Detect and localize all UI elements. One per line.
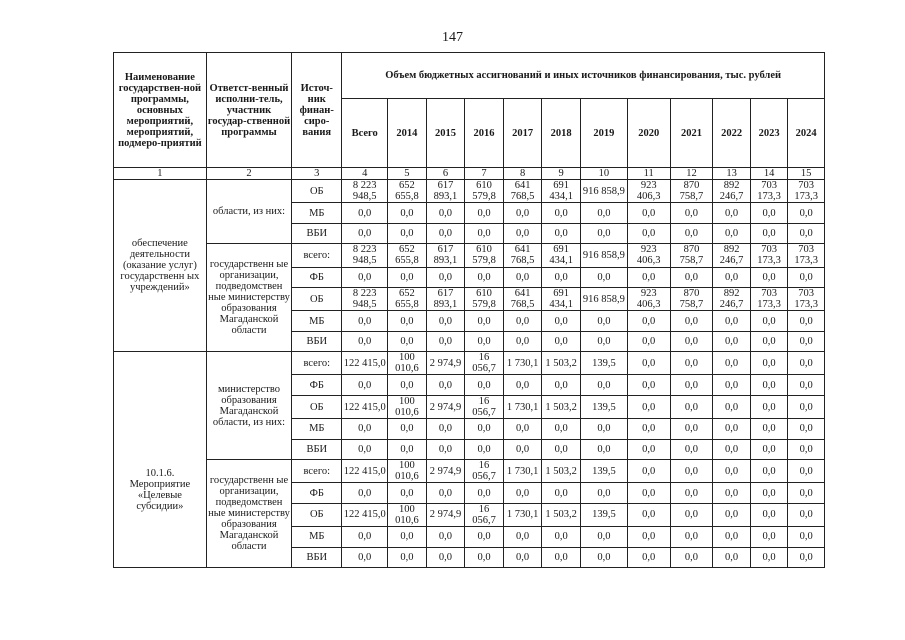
year-value-cell: 0,0 (426, 439, 465, 459)
year-value-cell: 2 974,9 (426, 395, 465, 418)
column-number: 12 (670, 168, 713, 180)
year-value-cell: 0,0 (426, 203, 465, 223)
column-number: 15 (788, 168, 825, 180)
year-value-cell: 0,0 (788, 311, 825, 331)
year-value-cell: 641 768,5 (503, 287, 542, 310)
year-value-cell: 2 974,9 (426, 503, 465, 526)
year-value-cell: 0,0 (788, 439, 825, 459)
year-value-cell: 0,0 (627, 547, 670, 567)
year-value-cell: 691 434,1 (542, 180, 581, 203)
funding-source-cell: МБ (292, 527, 342, 547)
year-value-cell: 100 010,6 (388, 503, 427, 526)
year-value-cell: 0,0 (713, 419, 751, 439)
total-cell: 0,0 (342, 223, 388, 243)
year-value-cell: 0,0 (580, 267, 627, 287)
total-cell: 122 415,0 (342, 459, 388, 482)
table-row (114, 352, 825, 375)
funding-source-cell: ОБ (292, 503, 342, 526)
year-value-cell: 1 503,2 (542, 352, 581, 375)
year-value-cell: 0,0 (750, 395, 788, 418)
year-value-cell: 0,0 (503, 203, 542, 223)
year-value-cell: 0,0 (388, 439, 427, 459)
year-value-cell: 691 434,1 (542, 287, 581, 310)
year-value-cell: 641 768,5 (503, 180, 542, 203)
total-cell: 8 223 948,5 (342, 180, 388, 203)
year-value-cell: 0,0 (542, 419, 581, 439)
year-value-cell: 0,0 (627, 223, 670, 243)
year-value-cell: 0,0 (713, 223, 751, 243)
funding-source-cell: МБ (292, 203, 342, 223)
year-value-cell: 0,0 (503, 311, 542, 331)
year-value-cell: 0,0 (580, 483, 627, 503)
total-cell: 122 415,0 (342, 503, 388, 526)
year-value-cell: 0,0 (580, 419, 627, 439)
year-value-cell: 0,0 (465, 439, 504, 459)
year-value-cell: 0,0 (670, 459, 713, 482)
year-value-cell: 923 406,3 (627, 180, 670, 203)
funding-source-cell: МБ (292, 311, 342, 331)
year-value-cell: 0,0 (503, 223, 542, 243)
year-value-cell: 0,0 (627, 503, 670, 526)
year-value-cell: 0,0 (580, 527, 627, 547)
year-value-cell: 0,0 (542, 311, 581, 331)
total-cell: 0,0 (342, 203, 388, 223)
year-value-cell: 0,0 (713, 375, 751, 395)
column-number: 6 (426, 168, 465, 180)
year-value-cell: 0,0 (542, 375, 581, 395)
year-value-cell: 1 730,1 (503, 352, 542, 375)
year-value-cell: 703 173,3 (750, 244, 788, 267)
year-value-cell: 0,0 (713, 395, 751, 418)
year-value-cell: 0,0 (388, 267, 427, 287)
year-value-cell: 0,0 (788, 547, 825, 567)
header-year: 2019 (580, 99, 627, 168)
year-value-cell: 0,0 (388, 547, 427, 567)
year-value-cell: 100 010,6 (388, 352, 427, 375)
year-value-cell: 0,0 (670, 527, 713, 547)
total-cell: 0,0 (342, 527, 388, 547)
total-cell: 8 223 948,5 (342, 287, 388, 310)
year-value-cell: 0,0 (670, 439, 713, 459)
year-value-cell: 610 579,8 (465, 244, 504, 267)
year-value-cell: 0,0 (542, 547, 581, 567)
year-value-cell: 610 579,8 (465, 180, 504, 203)
year-value-cell: 0,0 (465, 375, 504, 395)
year-value-cell: 1 503,2 (542, 503, 581, 526)
responsible-cell: государственн ые организации, подведомствен ные министерству образования Магаданской области (206, 244, 291, 352)
year-value-cell: 0,0 (750, 331, 788, 351)
year-value-cell: 0,0 (503, 547, 542, 567)
year-value-cell: 870 758,7 (670, 180, 713, 203)
year-value-cell: 0,0 (426, 331, 465, 351)
header-funding-source: Источ-ник финан-сиро-вания (292, 53, 342, 168)
funding-source-cell: МБ (292, 419, 342, 439)
year-value-cell: 100 010,6 (388, 395, 427, 418)
year-value-cell: 0,0 (750, 547, 788, 567)
funding-source-cell: ФБ (292, 375, 342, 395)
year-value-cell: 892 246,7 (713, 244, 751, 267)
funding-source-cell: ВБИ (292, 439, 342, 459)
year-value-cell: 892 246,7 (713, 180, 751, 203)
year-value-cell: 0,0 (465, 203, 504, 223)
year-value-cell: 617 893,1 (426, 180, 465, 203)
year-value-cell: 703 173,3 (788, 287, 825, 310)
year-value-cell: 617 893,1 (426, 287, 465, 310)
total-cell: 122 415,0 (342, 395, 388, 418)
year-value-cell: 0,0 (542, 439, 581, 459)
header-year: 2014 (388, 99, 427, 168)
year-value-cell: 2 974,9 (426, 352, 465, 375)
year-value-cell: 0,0 (750, 311, 788, 331)
table-body (114, 180, 825, 568)
year-value-cell: 0,0 (627, 352, 670, 375)
year-value-cell: 0,0 (465, 223, 504, 243)
year-value-cell: 0,0 (580, 439, 627, 459)
column-number: 7 (465, 168, 504, 180)
year-value-cell: 0,0 (542, 223, 581, 243)
year-value-cell: 617 893,1 (426, 244, 465, 267)
year-value-cell: 0,0 (465, 331, 504, 351)
total-cell: 0,0 (342, 267, 388, 287)
table-row (114, 459, 825, 482)
funding-source-cell: ОБ (292, 180, 342, 203)
year-value-cell: 1 730,1 (503, 395, 542, 418)
header-year: 2017 (503, 99, 542, 168)
funding-source-cell: ВБИ (292, 331, 342, 351)
year-value-cell: 0,0 (713, 547, 751, 567)
year-value-cell: 0,0 (426, 547, 465, 567)
year-value-cell: 0,0 (750, 203, 788, 223)
year-value-cell: 916 858,9 (580, 287, 627, 310)
column-number: 14 (750, 168, 788, 180)
header-total: Всего (342, 99, 388, 168)
year-value-cell: 0,0 (465, 267, 504, 287)
year-value-cell: 0,0 (670, 331, 713, 351)
year-value-cell: 1 503,2 (542, 395, 581, 418)
year-value-cell: 0,0 (542, 331, 581, 351)
budget-table (113, 52, 825, 568)
year-value-cell: 0,0 (713, 503, 751, 526)
column-number: 3 (292, 168, 342, 180)
year-value-cell: 0,0 (713, 311, 751, 331)
year-value-cell: 0,0 (426, 375, 465, 395)
year-value-cell: 100 010,6 (388, 459, 427, 482)
header-year: 2021 (670, 99, 713, 168)
year-value-cell: 0,0 (388, 527, 427, 547)
total-cell: 0,0 (342, 439, 388, 459)
year-value-cell: 0,0 (713, 483, 751, 503)
year-value-cell: 0,0 (713, 352, 751, 375)
year-value-cell: 0,0 (627, 267, 670, 287)
header-year: 2016 (465, 99, 504, 168)
year-value-cell: 139,5 (580, 503, 627, 526)
year-value-cell: 0,0 (788, 375, 825, 395)
column-number: 13 (713, 168, 751, 180)
header-year: 2018 (542, 99, 581, 168)
year-value-cell: 0,0 (788, 395, 825, 418)
year-value-cell: 0,0 (542, 203, 581, 223)
year-value-cell: 641 768,5 (503, 244, 542, 267)
column-number: 11 (627, 168, 670, 180)
year-value-cell: 16 056,7 (465, 459, 504, 482)
year-value-cell: 916 858,9 (580, 244, 627, 267)
year-value-cell: 0,0 (750, 527, 788, 547)
year-value-cell: 0,0 (627, 483, 670, 503)
year-value-cell: 703 173,3 (750, 180, 788, 203)
header-year: 2020 (627, 99, 670, 168)
column-number: 1 (114, 168, 207, 180)
year-value-cell: 0,0 (580, 331, 627, 351)
year-value-cell: 0,0 (503, 331, 542, 351)
year-value-cell: 0,0 (750, 223, 788, 243)
year-value-cell: 0,0 (627, 311, 670, 331)
year-value-cell: 0,0 (503, 439, 542, 459)
year-value-cell: 0,0 (465, 419, 504, 439)
year-value-cell: 0,0 (670, 419, 713, 439)
year-value-cell: 0,0 (788, 483, 825, 503)
year-value-cell: 0,0 (503, 527, 542, 547)
year-value-cell: 923 406,3 (627, 287, 670, 310)
year-value-cell: 0,0 (426, 483, 465, 503)
header-program-name: Наименование государствен-ной программы, основных мероприятий, мероприятий, подмеро-приятий (114, 53, 207, 168)
year-value-cell: 0,0 (542, 483, 581, 503)
year-value-cell: 0,0 (713, 459, 751, 482)
year-value-cell: 0,0 (627, 439, 670, 459)
year-value-cell: 0,0 (788, 419, 825, 439)
year-value-cell: 16 056,7 (465, 352, 504, 375)
year-value-cell: 1 503,2 (542, 459, 581, 482)
year-value-cell: 0,0 (670, 395, 713, 418)
year-value-cell: 0,0 (788, 223, 825, 243)
year-value-cell: 0,0 (627, 419, 670, 439)
year-value-cell: 0,0 (580, 311, 627, 331)
year-value-cell: 0,0 (713, 331, 751, 351)
funding-source-cell: ОБ (292, 287, 342, 310)
total-cell: 0,0 (342, 331, 388, 351)
year-value-cell: 703 173,3 (788, 244, 825, 267)
column-number: 10 (580, 168, 627, 180)
funding-source-cell: всего: (292, 352, 342, 375)
responsible-cell: государственн ые организации, подведомствен ные министерству образования Магаданской области (206, 459, 291, 567)
funding-source-cell: ВБИ (292, 547, 342, 567)
year-value-cell: 0,0 (503, 483, 542, 503)
year-value-cell: 0,0 (388, 483, 427, 503)
year-value-cell: 0,0 (750, 483, 788, 503)
funding-source-cell: ОБ (292, 395, 342, 418)
page-number: 147 (442, 30, 463, 45)
year-value-cell: 0,0 (580, 203, 627, 223)
year-value-cell: 0,0 (388, 311, 427, 331)
year-value-cell: 0,0 (788, 203, 825, 223)
funding-source-cell: ВБИ (292, 223, 342, 243)
year-value-cell: 870 758,7 (670, 244, 713, 267)
year-value-cell: 0,0 (750, 439, 788, 459)
total-cell: 0,0 (342, 311, 388, 331)
year-value-cell: 1 730,1 (503, 459, 542, 482)
year-value-cell: 139,5 (580, 352, 627, 375)
header-year: 2015 (426, 99, 465, 168)
year-value-cell: 0,0 (670, 311, 713, 331)
year-value-cell: 703 173,3 (788, 180, 825, 203)
year-value-cell: 0,0 (388, 203, 427, 223)
year-value-cell: 870 758,7 (670, 287, 713, 310)
year-value-cell: 139,5 (580, 395, 627, 418)
year-value-cell: 0,0 (670, 203, 713, 223)
program-name-cell: обеспечение деятельности (оказание услуг) государственн ых учреждений» (114, 180, 207, 352)
year-value-cell: 0,0 (788, 503, 825, 526)
funding-source-cell: ФБ (292, 267, 342, 287)
column-number: 5 (388, 168, 427, 180)
program-name-cell: 10.1.6. Мероприятие «Целевые субсидии» (114, 352, 207, 568)
year-value-cell: 0,0 (713, 527, 751, 547)
year-value-cell: 0,0 (670, 483, 713, 503)
header-year: 2024 (788, 99, 825, 168)
year-value-cell: 0,0 (388, 419, 427, 439)
year-value-cell: 0,0 (713, 267, 751, 287)
funding-source-cell: ФБ (292, 483, 342, 503)
funding-source-cell: всего: (292, 244, 342, 267)
year-value-cell: 0,0 (670, 352, 713, 375)
header-budget-group: Объем бюджетных ассигнований и иных источников финансирования, тыс. рублей (342, 53, 825, 99)
total-cell: 8 223 948,5 (342, 244, 388, 267)
year-value-cell: 0,0 (670, 223, 713, 243)
year-value-cell: 1 730,1 (503, 503, 542, 526)
year-value-cell: 0,0 (670, 547, 713, 567)
year-value-cell: 0,0 (627, 375, 670, 395)
year-value-cell: 610 579,8 (465, 287, 504, 310)
year-value-cell: 0,0 (388, 223, 427, 243)
year-value-cell: 652 655,8 (388, 287, 427, 310)
year-value-cell: 0,0 (426, 419, 465, 439)
year-value-cell: 0,0 (426, 311, 465, 331)
table-row (114, 244, 825, 267)
year-value-cell: 0,0 (627, 395, 670, 418)
year-value-cell: 0,0 (627, 459, 670, 482)
table-row (114, 180, 825, 203)
year-value-cell: 0,0 (627, 527, 670, 547)
column-number: 8 (503, 168, 542, 180)
year-value-cell: 139,5 (580, 459, 627, 482)
year-value-cell: 0,0 (750, 267, 788, 287)
responsible-cell: области, из них: (206, 180, 291, 244)
year-value-cell: 0,0 (580, 223, 627, 243)
header-year: 2023 (750, 99, 788, 168)
year-value-cell: 0,0 (788, 331, 825, 351)
year-value-cell: 652 655,8 (388, 244, 427, 267)
year-value-cell: 16 056,7 (465, 503, 504, 526)
year-value-cell: 923 406,3 (627, 244, 670, 267)
year-value-cell: 0,0 (750, 459, 788, 482)
year-value-cell: 0,0 (713, 439, 751, 459)
column-number: 9 (542, 168, 581, 180)
year-value-cell: 16 056,7 (465, 395, 504, 418)
total-cell: 0,0 (342, 483, 388, 503)
year-value-cell: 0,0 (465, 483, 504, 503)
year-value-cell: 703 173,3 (750, 287, 788, 310)
year-value-cell: 916 858,9 (580, 180, 627, 203)
year-value-cell: 0,0 (670, 375, 713, 395)
year-value-cell: 0,0 (465, 527, 504, 547)
funding-source-cell: всего: (292, 459, 342, 482)
column-number: 2 (206, 168, 291, 180)
year-value-cell: 0,0 (580, 547, 627, 567)
year-value-cell: 0,0 (426, 527, 465, 547)
year-value-cell: 0,0 (750, 503, 788, 526)
year-value-cell: 0,0 (426, 267, 465, 287)
year-value-cell: 0,0 (627, 203, 670, 223)
year-value-cell: 0,0 (788, 527, 825, 547)
year-value-cell: 0,0 (750, 419, 788, 439)
total-cell: 0,0 (342, 547, 388, 567)
year-value-cell: 0,0 (580, 375, 627, 395)
year-value-cell: 0,0 (503, 267, 542, 287)
year-value-cell: 0,0 (627, 331, 670, 351)
year-value-cell: 0,0 (388, 331, 427, 351)
responsible-cell: министерство образования Магаданской области, из них: (206, 352, 291, 460)
year-value-cell: 0,0 (713, 203, 751, 223)
year-value-cell: 0,0 (750, 352, 788, 375)
year-value-cell: 0,0 (503, 419, 542, 439)
year-value-cell: 0,0 (750, 375, 788, 395)
year-value-cell: 0,0 (670, 267, 713, 287)
year-value-cell: 0,0 (503, 375, 542, 395)
year-value-cell: 0,0 (388, 375, 427, 395)
year-value-cell: 691 434,1 (542, 244, 581, 267)
year-value-cell: 0,0 (788, 352, 825, 375)
header-responsible: Ответст-венный исполни-тель, участник государ-ственной программы (206, 53, 291, 168)
year-value-cell: 0,0 (670, 503, 713, 526)
header-year: 2022 (713, 99, 751, 168)
year-value-cell: 0,0 (542, 527, 581, 547)
total-cell: 0,0 (342, 375, 388, 395)
year-value-cell: 0,0 (788, 459, 825, 482)
year-value-cell: 0,0 (788, 267, 825, 287)
year-value-cell: 892 246,7 (713, 287, 751, 310)
total-cell: 0,0 (342, 419, 388, 439)
year-value-cell: 0,0 (465, 311, 504, 331)
year-value-cell: 0,0 (426, 223, 465, 243)
year-value-cell: 0,0 (542, 267, 581, 287)
column-number: 4 (342, 168, 388, 180)
year-value-cell: 0,0 (465, 547, 504, 567)
total-cell: 122 415,0 (342, 352, 388, 375)
year-value-cell: 652 655,8 (388, 180, 427, 203)
year-value-cell: 2 974,9 (426, 459, 465, 482)
